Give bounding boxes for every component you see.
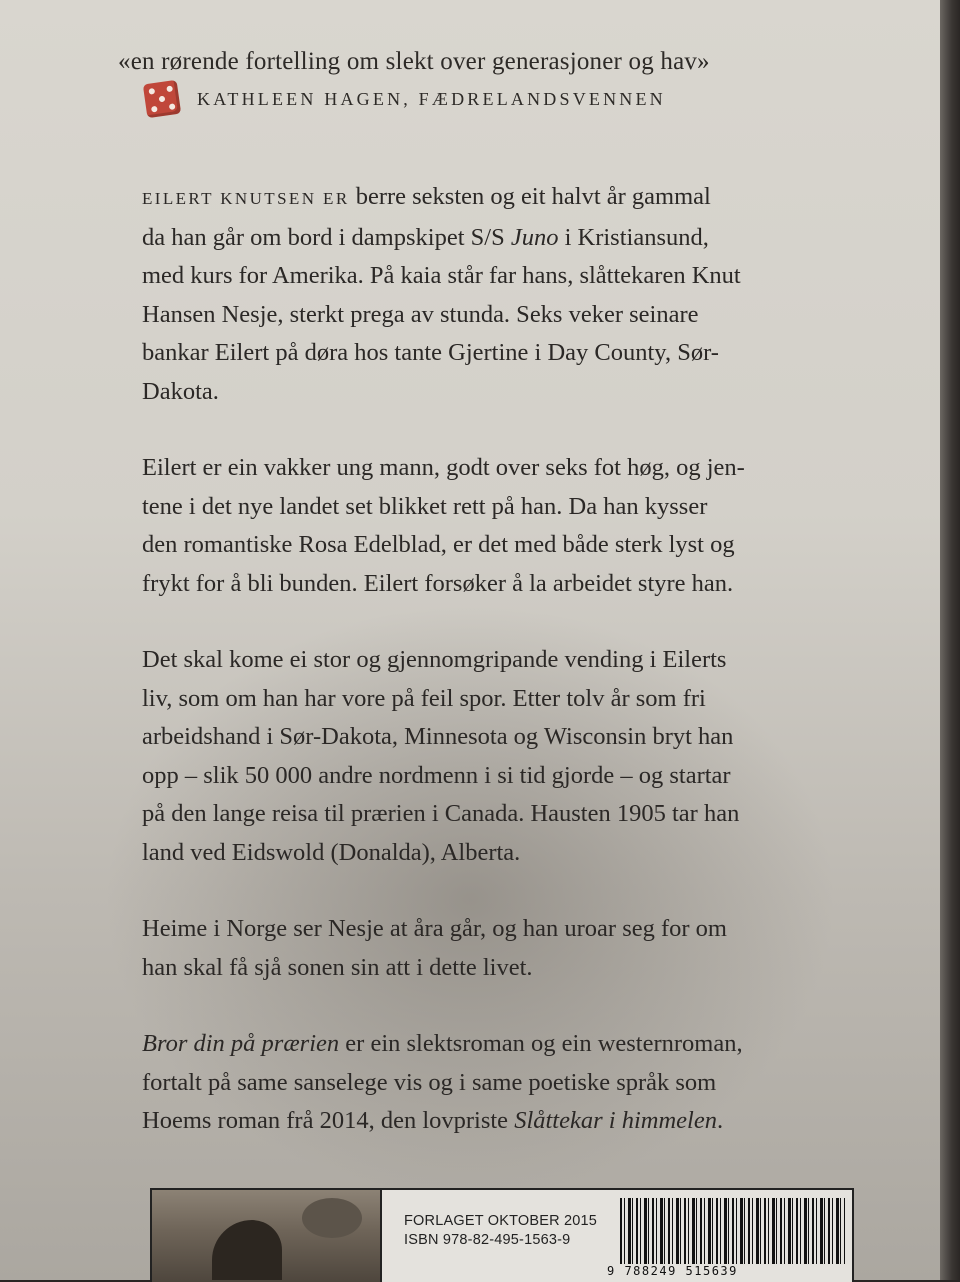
text-line: Eilert er ein vakker ung mann, godt over seks fot høg, og jen- bbox=[142, 454, 745, 481]
text-line: arbeidshand i Sør-Dakota, Minnesota og Wisconsin bryt han bbox=[142, 723, 734, 750]
text-line: han skal få sjå sonen sin att i dette livet. bbox=[142, 953, 533, 981]
text-line: Hoems roman frå 2014, den lovpriste Slåttekar i himmelen. bbox=[142, 1107, 724, 1134]
review-source-row bbox=[145, 82, 858, 116]
text-line: Bror din på prærien er ein slektsroman og ein westernroman, bbox=[142, 1030, 743, 1057]
barcode-panel bbox=[150, 1188, 854, 1282]
text-line: EILERT KNUTSEN ER berre seksten og eit halvt år gammal bbox=[142, 183, 711, 210]
blurb-paragraph-5 bbox=[142, 1025, 842, 1141]
text-line: den romantiske Rosa Edelblad, er det med både sterk lyst og bbox=[142, 531, 735, 558]
text-line: liv, som om han har vore på feil spor. Etter tolv år som fri bbox=[142, 684, 706, 712]
publisher-line: FORLAGET OKTOBER 2015 bbox=[404, 1213, 598, 1229]
blurb-paragraph-1 bbox=[142, 178, 842, 411]
dice-icon bbox=[143, 80, 181, 118]
cover-photo-thumbnail bbox=[152, 1190, 382, 1282]
review-quote: «en rørende fortelling om slekt over generasjoner og hav» bbox=[118, 48, 710, 75]
text-line: med kurs for Amerika. På kaia står far hans, slåttekaren Knut bbox=[142, 262, 741, 289]
review-block bbox=[118, 48, 858, 116]
previous-book-title: Slåttekar i himmelen bbox=[514, 1107, 717, 1134]
text-line: Det skal kome ei stor og gjennomgripande vending i Eilerts bbox=[142, 646, 727, 673]
text-line: på den lange reisa til prærien i Canada. Hausten 1905 tar han bbox=[142, 800, 740, 827]
text-line: frykt for å bli bunden. Eilert forsøker å la arbeidet styre han. bbox=[142, 569, 734, 597]
text-line: Dakota. bbox=[142, 377, 219, 405]
isbn-line: ISBN 978-82-495-1563-9 bbox=[404, 1232, 571, 1248]
text-line: da han går om bord i dampskipet S/S Juno i Kristiansund, bbox=[142, 223, 709, 251]
text-line: opp – slik 50 000 andre nordmenn i si tid gjorde – og startar bbox=[142, 761, 731, 789]
publisher-info bbox=[404, 1212, 604, 1250]
blurb-paragraph-2 bbox=[142, 449, 842, 603]
barcode-digits: 9 788249 515639 bbox=[607, 1264, 738, 1278]
text-line: land ved Eidswold (Donalda), Alberta. bbox=[142, 838, 521, 866]
barcode-icon bbox=[620, 1198, 845, 1264]
blurb-paragraph-4 bbox=[142, 910, 842, 987]
text-line: Hansen Nesje, sterkt prega av stunda. Seks veker seinare bbox=[142, 300, 699, 328]
tree-shape bbox=[302, 1198, 362, 1238]
ship-name: Juno bbox=[510, 223, 559, 251]
text-line: bankar Eilert på døra hos tante Gjertine i Day County, Sør- bbox=[142, 339, 719, 366]
review-source: KATHLEEN HAGEN, FÆDRELANDSVENNEN bbox=[197, 88, 666, 109]
text-line: tene i det nye landet set blikket rett på han. Da han kysser bbox=[142, 492, 708, 520]
book-title: Bror din på prærien bbox=[142, 1030, 340, 1057]
lead-in: EILERT KNUTSEN ER bbox=[142, 189, 350, 208]
book-edge bbox=[940, 0, 960, 1280]
text-line: fortalt på same sanselege vis og i same poetiske språk som bbox=[142, 1068, 717, 1096]
horse-shape bbox=[212, 1220, 282, 1280]
blurb-paragraph-3 bbox=[142, 641, 842, 872]
blurb-text bbox=[142, 178, 842, 1179]
text-line: Heime i Norge ser Nesje at åra går, og han uroar seg for om bbox=[142, 915, 727, 942]
